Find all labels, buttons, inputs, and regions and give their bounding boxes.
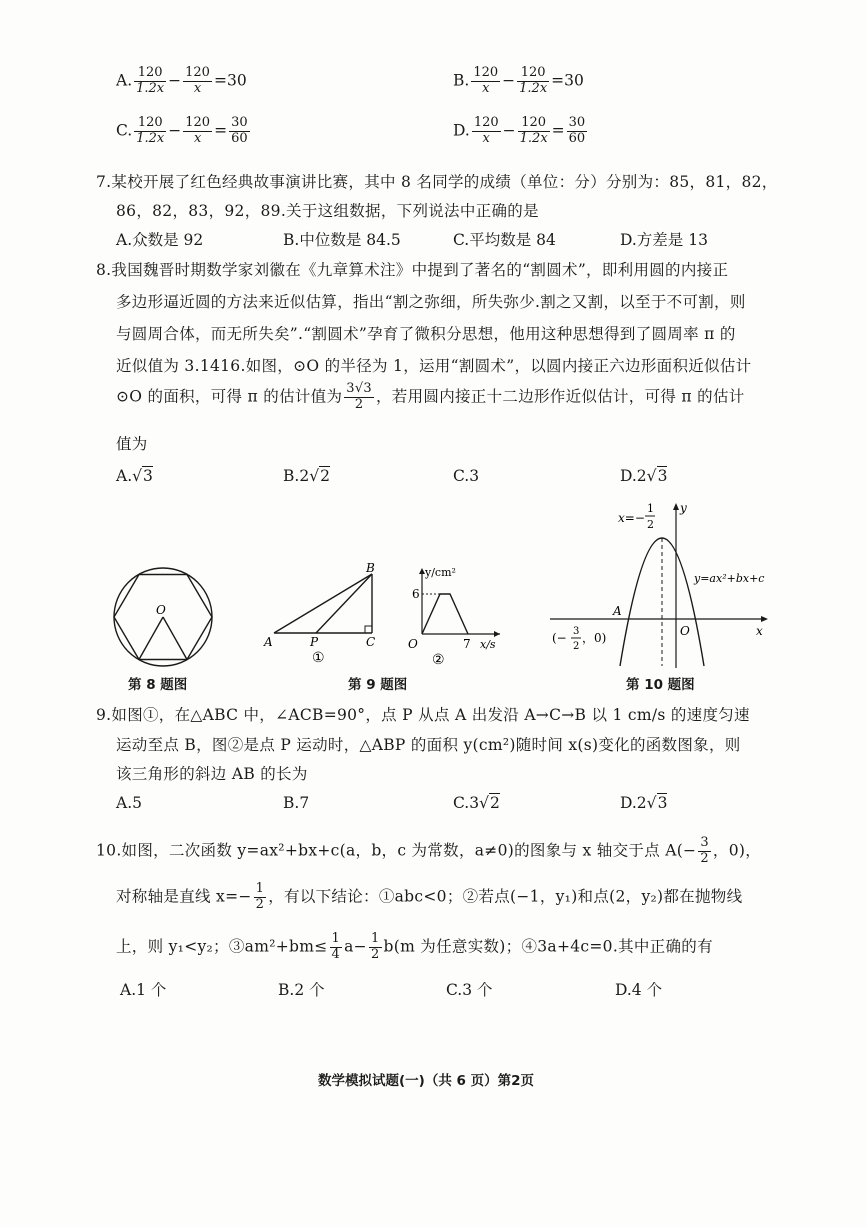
fig9-label-x-axis: x/s xyxy=(480,638,496,651)
fig9-label-y-axis: y/cm² xyxy=(425,566,456,579)
fig10-label-y: y xyxy=(680,501,687,515)
fig10-label-x: x xyxy=(756,624,763,638)
fig10-label-half-d: 2 xyxy=(647,518,654,531)
fig8-label-o: O xyxy=(156,603,166,617)
q8-option-a: A.√3 xyxy=(116,467,153,485)
fig10-label-pt-d: 2 xyxy=(573,641,580,652)
q9-option-d: D.2√3 xyxy=(620,794,668,812)
fig9-label-p: P xyxy=(310,635,319,649)
fig9-label-six: 6 xyxy=(412,587,420,601)
fig10-label-pt-post: ，0) xyxy=(582,631,607,645)
fig10-label-x-eq: x=− xyxy=(618,511,645,525)
q7-line-2: 86，82，83，92，89.关于这组数据，下列说法中正确的是 xyxy=(116,202,539,220)
q6-option-d: D. $\frac{120}{x}$ − $\frac{120}{1.2x}$ = $\frac{30}{60}$ xyxy=(453,115,586,146)
page-footer: 数学模拟试题(一)（共 6 页）第2页 xyxy=(318,1073,535,1089)
q8-line-3: 与圆周合体，而无所失矣”.“割圆术”孕育了微积分思想，他用这种思想得到了圆周率 π 的 xyxy=(116,325,736,343)
fig9-label-c: C xyxy=(366,635,376,649)
q8-line-1: 8.我国魏晋时期数学家刘徽在《九章算术注》中提到了著名的“割圆术”，即利用圆的内接正 xyxy=(96,261,729,279)
q8-line-5: ⊙O 的面积，可得 π 的估计值为 $\frac{3√3}{2}$ ，若用圆内接正十二边形作近似估计，可得 π 的估计 xyxy=(116,381,745,412)
fig10-label-a: A xyxy=(613,604,622,618)
fig9-label-circ2: ② xyxy=(432,652,445,668)
q9-option-b: B.7 xyxy=(283,794,310,812)
q6-option-a: A. $\frac{120}{1.2x}$ − $\frac{120}{x}$ =30 xyxy=(116,65,247,96)
q7-option-d: D.方差是 13 xyxy=(620,231,708,249)
fig9-label-a: A xyxy=(264,635,273,649)
q9-line-1: 9.如图①，在△ABC 中，∠ACB=90°，点 P 从点 A 出发沿 A→C→B 以 1 cm/s 的速度匀速 xyxy=(96,706,750,724)
q10-option-d: D.4 个 xyxy=(615,981,663,999)
fig9-label-circ1: ① xyxy=(312,650,325,666)
figure-9-caption: 第 9 题图 xyxy=(348,677,408,693)
q7-line-1: 7.某校开展了红色经典故事演讲比赛，其中 8 名同学的成绩（单位：分）分别为：85，81，82， xyxy=(96,173,778,191)
q8-line-2: 多边形逼近圆的方法来近似估算，指出“割之弥细，所失弥少.割之又割，以至于不可割，则 xyxy=(116,293,746,311)
q6-option-b: B. $\frac{120}{x}$ − $\frac{120}{1.2x}$ =30 xyxy=(453,65,584,96)
q6-option-c: C. $\frac{120}{1.2x}$ − $\frac{120}{x}$ = $\frac{30}{60}$ xyxy=(116,115,248,146)
q8-option-b: B.2√2 xyxy=(283,467,330,485)
fig10-label-pt-pre: (− xyxy=(552,631,567,645)
fig10-label-o: O xyxy=(680,624,690,638)
figure-8-circle-hexagon xyxy=(108,565,218,669)
q10-option-b: B.2 个 xyxy=(278,981,325,999)
q10-line-3: 上，则 y₁<y₂；③am²+bm≤ $\frac{1}{4}$ a− $\frac{1}{2}$ b(m 为任意实数)；④3a+4c=0.其中正确的有 xyxy=(116,931,713,962)
figure-9-triangle xyxy=(262,560,392,668)
fig10-label-curve: y=ax²+bx+c xyxy=(694,572,765,585)
q7-option-b: B.中位数是 84.5 xyxy=(283,231,401,249)
fig9-label-b: B xyxy=(366,561,375,575)
q8-line-6: 值为 xyxy=(116,435,148,453)
figure-10-caption: 第 10 题图 xyxy=(626,677,695,693)
q8-option-c: C.3 xyxy=(453,467,480,485)
q9-option-c: C.3√2 xyxy=(453,794,500,812)
q9-line-2: 运动至点 B，图②是点 P 运动时，△ABP 的面积 y(cm²)随时间 x(s)变化的函数图象，则 xyxy=(116,736,741,754)
q10-option-a: A.1 个 xyxy=(120,981,167,999)
q7-option-a: A.众数是 92 xyxy=(116,231,204,249)
q8-line-4: 近似值为 3.1416.如图，⊙O 的半径为 1，运用“割圆术”，以圆内接正六边形面积近似估计 xyxy=(116,357,752,375)
fig10-label-pt-n: 3 xyxy=(573,626,580,637)
q8-option-d: D.2√3 xyxy=(620,467,668,485)
q10-line-1: 10.如图，二次函数 y=ax²+bx+c(a，b，c 为常数，a≠0)的图象与 x 轴交于点 A(− $\frac{3}{2}$ ，0)， xyxy=(96,835,762,866)
q10-option-c: C.3 个 xyxy=(446,981,493,999)
q9-option-a: A.5 xyxy=(116,794,142,812)
q10-line-2: 对称轴是直线 x=− $\frac{1}{2}$ ，有以下结论：①abc<0；②若点(−1，y₁)和点(2，y₂)都在抛物线 xyxy=(116,881,743,912)
fig9-label-seven: 7 xyxy=(463,637,471,651)
fig10-label-half-n: 1 xyxy=(647,502,654,515)
figure-10-parabola xyxy=(548,498,776,670)
q9-line-3: 该三角形的斜边 AB 的长为 xyxy=(116,765,308,783)
figure-9-area-graph xyxy=(398,560,506,668)
q7-option-c: C.平均数是 84 xyxy=(453,231,556,249)
figure-8-caption: 第 8 题图 xyxy=(128,677,188,693)
fig9-label-origin: O xyxy=(408,637,418,651)
